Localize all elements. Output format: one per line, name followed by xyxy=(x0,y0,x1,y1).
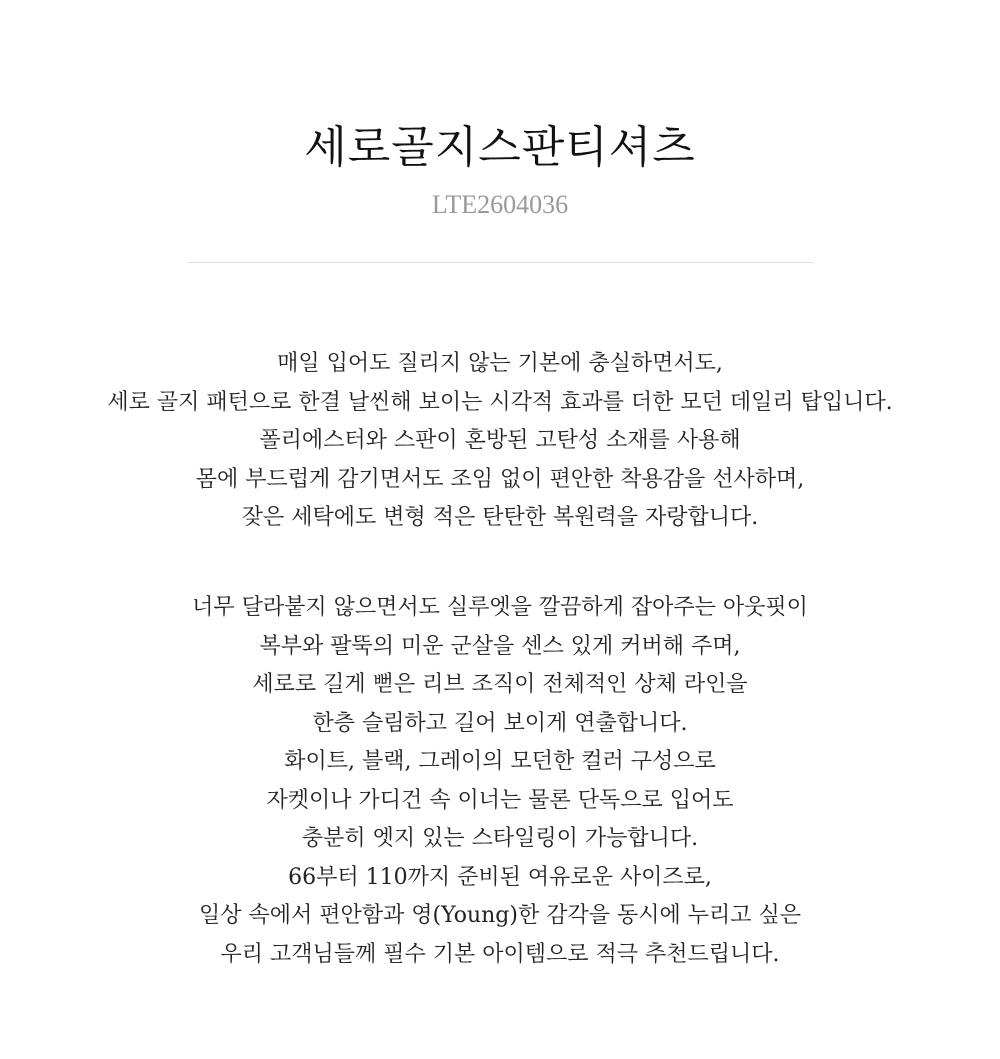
description-line: 세로 골지 패턴으로 한결 날씬해 보이는 시각적 효과를 더한 모던 데일리 탑입니다. xyxy=(107,389,893,415)
description-line: 매일 입어도 질리지 않는 기본에 충실하면서도, xyxy=(277,351,723,376)
description-line: 폴리에스터와 스판이 혼방된 고탄성 소재를 사용해 xyxy=(259,428,741,453)
product-title: 세로골지스판티셔츠 xyxy=(304,122,696,173)
description-line: 화이트, 블랙, 그레이의 모던한 컬러 구성으로 xyxy=(284,749,716,774)
description-paragraph-2 xyxy=(0,589,1000,974)
description-line: 잦은 세탁에도 변형 적은 탄탄한 복원력을 자랑합니다. xyxy=(241,505,759,530)
description-line: 66부터 110까지 준비된 여유로운 사이즈로, xyxy=(288,864,712,890)
description-line: 우리 고객님들께 필수 기본 아이템으로 적극 추천드립니다. xyxy=(220,941,780,967)
description-line: 몸에 부드럽게 감기면서도 조임 없이 편안한 착용감을 선사하며, xyxy=(195,466,805,492)
description-line: 너무 달라붙지 않으면서도 실루엣을 깔끔하게 잡아주는 아웃핏이 xyxy=(192,595,808,620)
description-line: 복부와 팔뚝의 미운 군살을 센스 있게 커버해 주며, xyxy=(259,633,741,659)
product-code: LTE2604036 xyxy=(431,190,569,219)
description-paragraph-1 xyxy=(0,345,1000,538)
description-line: 한층 슬림하고 길어 보이게 연출합니다. xyxy=(312,710,688,736)
description-line: 세로로 길게 뻗은 리브 조직이 전체적인 상체 라인을 xyxy=(252,672,748,697)
description-line: 일상 속에서 편안함과 영(Young)한 감각을 동시에 누리고 싶은 xyxy=(199,903,801,928)
description-line: 자켓이나 가디건 속 이너는 물론 단독으로 입어도 xyxy=(266,787,734,813)
description-line: 충분히 엣지 있는 스타일링이 가능합니다. xyxy=(301,826,699,851)
divider xyxy=(188,262,813,263)
